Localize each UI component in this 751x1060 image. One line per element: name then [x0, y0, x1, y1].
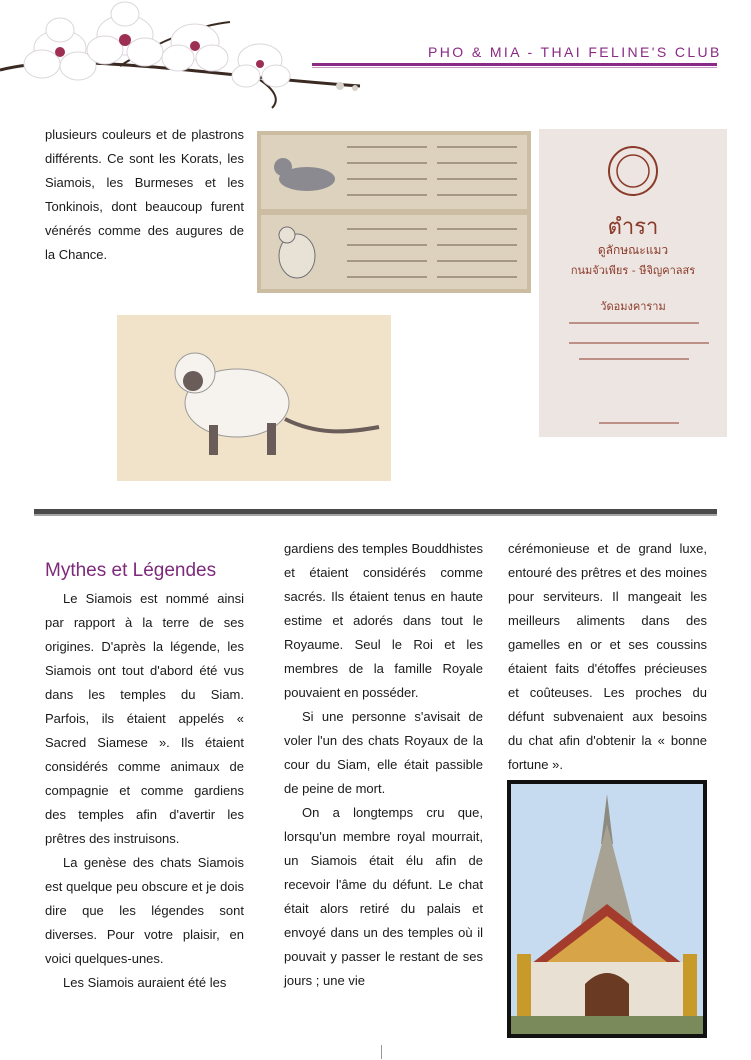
intro-paragraph: [45, 123, 244, 267]
paragraph: La genèse des chats Siamois est quelque peu obscure et je dois dire que les légendes sont diverses. Pour votre plaisir, en voici quelques-unes.: [45, 855, 244, 966]
book-subtitle: ดูลักษณะแมว: [597, 243, 669, 257]
club-name: PHO & MIA - THAI FELINE'S CLUB: [428, 44, 722, 60]
siamese-cat-painting: [117, 315, 391, 481]
manuscript-image: [257, 131, 531, 293]
paragraph: cérémonieuse et de grand luxe, entouré des prêtres et des moines pour serviteurs. Il mangeait les meilleurs aliments dans des gamelles en or et ses coussins étaient faits d'étoffes précieuses et coûteuses. Les proches du défunt subvenaient aux besoins du chat afin d'obtenir la « bonne fortune ».: [508, 541, 707, 772]
paragraph: On a longtemps cru que, lorsqu'un membre royal mourrait, un Siamois était élu afin de recevoir l'âme du défunt. Le chat était alors retiré du palais et envoyé dans un des temples où il pouvait y passer le restant de ses jours ; une vie: [284, 805, 483, 988]
header-rule: [312, 63, 717, 66]
book-cover-image: [539, 129, 727, 437]
header-rule-light: [312, 67, 717, 68]
section-divider-shadow: [34, 514, 717, 516]
temple-photo: [507, 780, 707, 1038]
page-marker: [381, 1045, 382, 1059]
article-column-1: [45, 535, 244, 995]
paragraph: Le Siamois est nommé ainsi par rapport à la terre de ses origines. D'après la légende, les Siamois ont tout d'abord été vus dans les temples du Siam. Parfois, ils étaient appelés « Sacred Siamese ». Ils étaient considérés comme animaux de compagnie et comme gardiens des temples afin d'avertir les prêtres des instruisons.: [45, 591, 244, 846]
orchid-decoration: [0, 0, 370, 115]
paragraph: Si une personne s'avisait de voler l'un des chats Royaux de la cour du Siam, elle était passible de peine de mort.: [284, 709, 483, 796]
article-column-3: [508, 537, 707, 777]
intro-text: plusieurs couleurs et de plastrons différents. Ce sont les Korats, les Siamois, les Burmeses et les Tonkinois, dont beaucoup furent vénérés comme des augures de la Chance.: [45, 127, 244, 262]
book-line-3: กนมจัวเพียร - ษีจิญคาลสร: [570, 264, 696, 277]
book-seal-icon: [539, 129, 727, 437]
section-title: Mythes et Légendes: [45, 560, 217, 581]
book-title: ตำรา: [607, 215, 659, 240]
paragraph: Les Siamois auraient été les: [63, 975, 227, 990]
book-line-4: วัดอมงคาราม: [600, 300, 666, 313]
article-column-2: [284, 537, 483, 993]
paragraph: gardiens des temples Bouddhistes et étaient considérés comme sacrés. Ils étaient tenus en haute estime et adorés dans tout le Royaume. Seul le Roi et les membres de la famille Royale pouvaient en posséder.: [284, 541, 483, 700]
